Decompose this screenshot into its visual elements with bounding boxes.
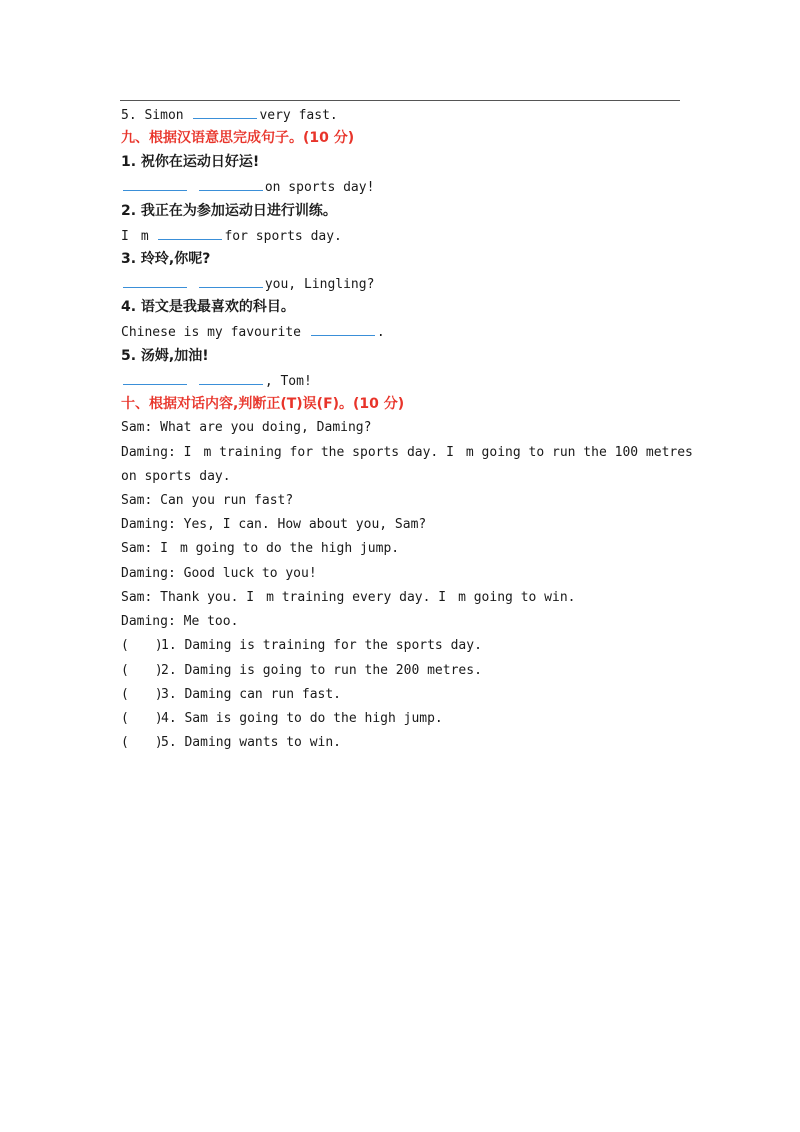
tf-item-2 [121, 662, 482, 680]
dialogue-line-6: Sam: I m going to do the high jump. [121, 541, 400, 556]
section-9-title: 九、根据汉语意思完成句子。(10 分) [121, 130, 355, 146]
s9-item-1-english [121, 177, 374, 197]
statement-text: 2. Daming is going to run the 200 metres. [161, 663, 482, 678]
item-text: Simon [144, 108, 184, 123]
s9-item-5-english [121, 371, 312, 391]
item-text: I [121, 229, 129, 244]
dialogue-line-4: Sam: Can you run fast? [121, 493, 294, 508]
s9-item-4-english [121, 322, 385, 342]
s9-item-3-chinese: 3. 玲玲,你呢? [121, 251, 211, 267]
tf-item-5 [121, 734, 341, 752]
s9-item-2-chinese: 2. 我正在为参加运动日进行训练。 [121, 203, 337, 219]
top-rule [120, 100, 680, 101]
answer-blank[interactable] [199, 371, 263, 385]
item-text: on sports day! [264, 180, 375, 195]
answer-blank[interactable] [311, 322, 375, 336]
s9-item-3-english [121, 274, 374, 294]
prev-item-5 [121, 105, 338, 125]
s9-item-1-chinese: 1. 祝你在运动日好运! [121, 154, 260, 170]
answer-blank[interactable] [123, 371, 187, 385]
answer-parentheses[interactable]: ( ) [121, 638, 163, 653]
item-text: you, Lingling? [264, 277, 375, 292]
item-text: , Tom! [264, 374, 312, 389]
answer-parentheses[interactable]: ( ) [121, 687, 163, 702]
dialogue-line-9: Daming: Me too. [121, 614, 239, 629]
section-10-title: 十、根据对话内容,判断正(T)误(F)。(10 分) [121, 396, 405, 412]
tf-item-4 [121, 710, 443, 728]
answer-blank[interactable] [193, 105, 257, 119]
statement-text: 4. Sam is going to do the high jump. [161, 711, 443, 726]
answer-blank[interactable] [199, 177, 263, 191]
dialogue-line-2: Daming: I m training for the sports day. I m going to run the 100 metres [121, 445, 693, 460]
answer-blank[interactable] [123, 177, 187, 191]
dialogue-line-8: Sam: Thank you. I m training every day. I m going to win. [121, 590, 576, 605]
s9-item-5-chinese: 5. 汤姆,加油! [121, 348, 209, 364]
answer-blank[interactable] [158, 226, 222, 240]
answer-parentheses[interactable]: ( ) [121, 663, 163, 678]
dialogue-line-5: Daming: Yes, I can. How about you, Sam? [121, 517, 427, 532]
item-text: m [140, 229, 149, 244]
item-text: very fast. [259, 108, 338, 123]
answer-blank[interactable] [199, 274, 263, 288]
statement-text: 3. Daming can run fast. [161, 687, 342, 702]
answer-parentheses[interactable]: ( ) [121, 711, 163, 726]
s9-item-4-chinese: 4. 语文是我最喜欢的科目。 [121, 299, 295, 315]
statement-text: 1. Daming is training for the sports day. [161, 638, 482, 653]
statement-text: 5. Daming wants to win. [161, 735, 342, 750]
answer-blank[interactable] [123, 274, 187, 288]
s9-item-2-english [121, 226, 342, 246]
item-text: . [376, 325, 385, 340]
dialogue-line-1: Sam: What are you doing, Daming? [121, 420, 372, 435]
item-text: for sports day. [224, 229, 342, 244]
dialogue-line-3: on sports day. [121, 469, 231, 484]
tf-item-1 [121, 637, 482, 655]
tf-item-3 [121, 686, 341, 704]
answer-parentheses[interactable]: ( ) [121, 735, 163, 750]
item-number: 5. [121, 108, 137, 123]
item-text: Chinese is my favourite [121, 325, 302, 340]
dialogue-line-7: Daming: Good luck to you! [121, 566, 317, 581]
